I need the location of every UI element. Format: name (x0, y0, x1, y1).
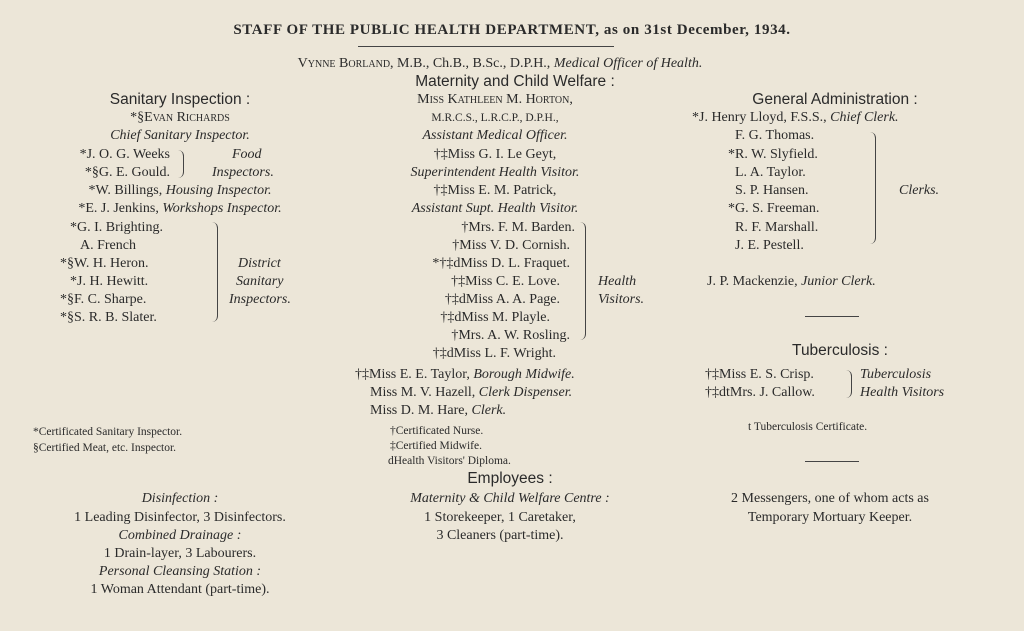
cleansing-line: 1 Woman Attendant (part-time). (90, 582, 270, 597)
moh-title: Medical Officer of Health. (553, 56, 703, 71)
health-visitor-name: †Mrs. F. M. Barden. (461, 220, 575, 235)
workshops-inspector-title: Workshops Inspector. (162, 201, 282, 216)
junior-clerk-name: J. P. Mackenzie, (707, 274, 802, 289)
chief-clerk (692, 109, 899, 126)
district-label: Sanitary (236, 274, 284, 289)
health-visitors-label: Health (598, 274, 637, 289)
clerk-name: S. P. Hansen. (735, 183, 809, 198)
food-label: Food (232, 147, 262, 162)
chief-clerk-title: Chief Clerk. (830, 110, 899, 125)
district-inspector-name: A. French (80, 238, 136, 253)
chief-sanitary-name: *§Evan Richards (130, 110, 230, 125)
midwife (355, 366, 575, 383)
clerk-name: Miss D. M. Hare, (370, 403, 472, 418)
clerk-title: Clerk. (471, 403, 507, 418)
moh-line (0, 55, 1000, 72)
messengers-line: 2 Messengers, one of whom acts as (731, 491, 929, 506)
district-label: Inspectors. (229, 292, 291, 307)
drainage-line: 1 Drain-layer, 3 Labourers. (103, 546, 257, 561)
housing-inspector-title: Housing Inspector. (165, 183, 272, 198)
shv-name: †‡Miss G. I. Le Geyt, (433, 147, 557, 162)
district-brace (212, 222, 218, 322)
food-inspector-name: *J. O. G. Weeks (79, 147, 170, 162)
food-inspector-name: *§G. E. Gould. (84, 165, 170, 180)
moh-name: Vynne Borland (297, 56, 391, 71)
amo-name: Miss Kathleen M. Horton, (417, 92, 573, 107)
employees-heading: Employees : (467, 470, 553, 487)
junior-clerk (707, 273, 876, 290)
district-inspector-name: *§S. R. B. Slater. (60, 310, 157, 325)
clerk-name: J. E. Pestell. (735, 238, 804, 253)
amo-title: Assistant Medical Officer. (422, 128, 568, 143)
district-label: District (238, 256, 281, 271)
chief-sanitary-title: Chief Sanitary Inspector. (110, 128, 250, 143)
health-visitor-name: *†‡dMiss D. L. Fraquet. (432, 256, 570, 271)
ashv-title: Assistant Supt. Health Visitor. (411, 201, 579, 216)
dispenser (370, 384, 572, 401)
district-inspector-name: *§F. C. Sharpe. (60, 292, 147, 307)
maternity-note: ‡Certified Midwife. (390, 440, 482, 452)
clerks-brace (870, 132, 876, 244)
sanitary-heading: Sanitary Inspection : (109, 91, 251, 108)
disinfection-heading: Disinfection : (141, 491, 219, 506)
dispenser-title: Clerk Dispenser. (478, 385, 573, 400)
clerk (370, 402, 506, 419)
midwife-name: †‡Miss E. E. Taylor, (355, 367, 474, 382)
maternity-heading: Maternity and Child Welfare : (415, 73, 615, 90)
health-visitor-name: †Mrs. A. W. Rosling. (451, 328, 570, 343)
divider (805, 316, 859, 317)
moh-quals: , M.B., Ch.B., B.Sc., D.P.H., (390, 56, 554, 71)
clerk-name: *R. W. Slyfield. (728, 147, 818, 162)
chief-clerk-name: *J. Henry Lloyd, F.S.S., (692, 110, 831, 125)
district-inspector-name: *§W. H. Heron. (60, 256, 149, 271)
health-visitor-name: †‡dMiss L. F. Wright. (432, 346, 556, 361)
food-label: Inspectors. (212, 165, 274, 180)
general-heading: General Administration : (752, 91, 918, 108)
health-visitor-name: †‡dMiss M. Playle. (440, 310, 550, 325)
tb-note: t Tuberculosis Certificate. (748, 421, 868, 433)
clerks-label: Clerks. (899, 183, 940, 198)
clerk-name: *G. S. Freeman. (728, 201, 820, 216)
cleansing-heading: Personal Cleansing Station : (98, 564, 262, 579)
clerk-name: F. G. Thomas. (735, 128, 815, 143)
district-inspector-name: *J. H. Hewitt. (70, 274, 149, 289)
employees-line: 1 Storekeeper, 1 Caretaker, (424, 510, 576, 525)
health-visitor-name: †Miss V. D. Cornish. (452, 238, 570, 253)
employees-line: 3 Cleaners (part-time). (436, 528, 564, 543)
tb-visitor-name: †‡dtMrs. J. Callow. (705, 385, 815, 400)
workshops-inspector (20, 200, 340, 217)
tuberculosis-heading: Tuberculosis : (792, 342, 888, 359)
tb-brace (846, 370, 852, 398)
messengers-line: Temporary Mortuary Keeper. (747, 510, 913, 525)
sanitary-note: *Certificated Sanitary Inspector. (33, 426, 183, 438)
disinfection-line: 1 Leading Disinfector, 3 Disinfectors. (74, 510, 286, 525)
health-visitor-name: †‡Miss C. E. Love. (451, 274, 560, 289)
tb-visitor-name: †‡Miss E. S. Crisp. (705, 367, 814, 382)
junior-clerk-title: Junior Clerk. (801, 274, 876, 289)
housing-inspector (40, 182, 320, 199)
divider (805, 461, 859, 462)
sanitary-note: §Certified Meat, etc. Inspector. (33, 442, 177, 454)
page-title: STAFF OF THE PUBLIC HEALTH DEPARTMENT, as on 31st December, 1934. (233, 22, 791, 38)
midwife-title: Borough Midwife. (473, 367, 575, 382)
workshops-inspector-name: *E. J. Jenkins, (78, 201, 163, 216)
health-visitors-brace (580, 222, 586, 340)
food-brace (178, 150, 184, 178)
drainage-heading: Combined Drainage : (118, 528, 242, 543)
ashv-name: †‡Miss E. M. Patrick, (433, 183, 557, 198)
health-visitors-label: Visitors. (598, 292, 645, 307)
maternity-note: †Certificated Nurse. (390, 425, 484, 437)
district-inspector-name: *G. I. Brighting. (70, 220, 163, 235)
amo-quals: M.R.C.S., L.R.C.P., D.P.H., (431, 112, 559, 124)
clerk-name: R. F. Marshall. (735, 220, 819, 235)
health-visitor-name: †‡dMiss A. A. Page. (444, 292, 560, 307)
maternity-note: dHealth Visitors' Diploma. (388, 455, 511, 467)
title-rule (358, 46, 614, 47)
tb-label: Tuberculosis (860, 367, 932, 382)
centre-heading: Maternity & Child Welfare Centre : (410, 491, 610, 506)
housing-inspector-name: *W. Billings, (88, 183, 166, 198)
dispenser-name: Miss M. V. Hazell, (370, 385, 479, 400)
shv-title: Superintendent Health Visitor. (410, 165, 580, 180)
tb-label: Health Visitors (860, 385, 945, 400)
clerk-name: L. A. Taylor. (735, 165, 806, 180)
